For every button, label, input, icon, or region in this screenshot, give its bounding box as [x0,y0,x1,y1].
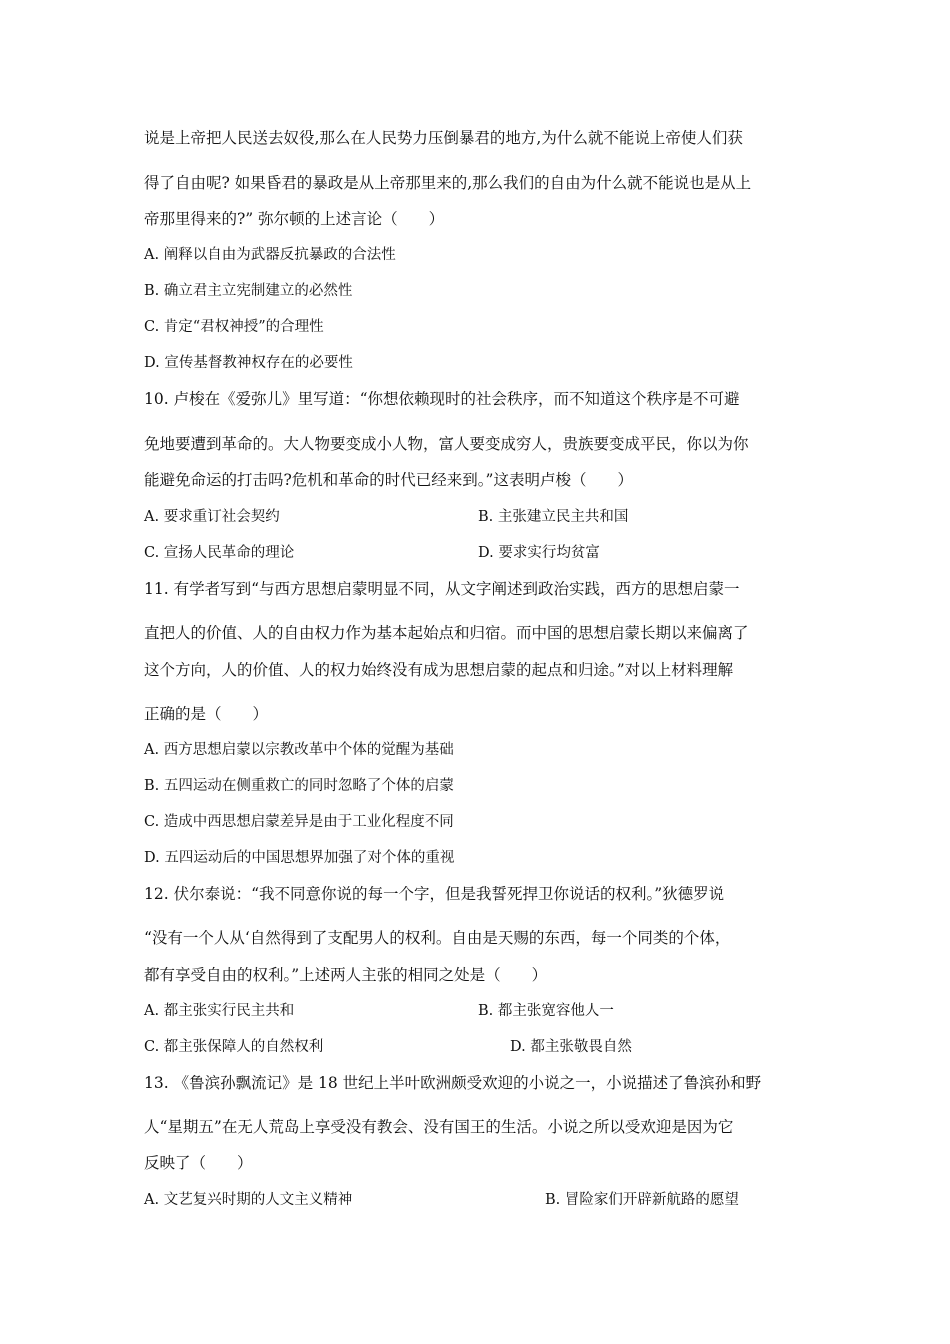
text-line: 这个方向，人的价值、人的权力始终没有成为思想启蒙的起点和归途。”对以上材料理解 [144,661,734,679]
text-line: 都有享受自由的权利。”上述两人主张的相同之处是（ ） [144,966,548,984]
text-line: 能避免命运的打击吗?危机和革命的时代已经来到。”这表明卢梭（ ） [144,471,633,489]
option-a: A. 要求重订社会契约 [144,509,280,525]
text-line: 帝那里得来的?” 弥尔顿的上述言论（ ） [144,210,445,228]
option-d: D. 五四运动后的中国思想界加强了对个体的重视 [144,850,455,866]
question-11: 11. 有学者写到“与西方思想启蒙明显不同，从文字阐述到政治实践，西方的思想启蒙一 [144,580,740,598]
option-c: C. 肯定“君权神授”的合理性 [144,319,324,335]
option-a: A. 文艺复兴时期的人文主义精神 [144,1192,353,1208]
question-13: 13. 《鲁滨孙飘流记》是 18 世纪上半叶欧洲颇受欢迎的小说之一，小说描述了鲁滨孙和野 [144,1074,762,1092]
option-a: A. 都主张实行民主共和 [144,1003,295,1019]
text-line: 直把人的价值、人的自由权力作为基本起始点和归宿。而中国的思想启蒙长期以来偏离了 [144,624,749,642]
text-line: “没有一个人从‘自然得到了支配男人的权利。自由是天赐的东西，每一个同类的个体， [144,929,731,947]
option-a: A. 西方思想启蒙以宗教改革中个体的觉醒为基础 [144,742,454,758]
option-c: C. 宣扬人民革命的理论 [144,545,295,561]
text-line: 人“星期五”在无人荒岛上享受没有教会、没有国王的生活。小说之所以受欢迎是因为它 [144,1118,734,1136]
question-12: 12. 伏尔泰说：“我不同意你说的每一个字，但是我誓死捍卫你说话的权利。”狄德罗说 [144,885,725,903]
option-b: B. 五四运动在侧重救亡的同时忽略了个体的启蒙 [144,778,454,794]
option-a: A. 阐释以自由为武器反抗暴政的合法性 [144,247,396,263]
option-c: C. 造成中西思想启蒙差异是由于工业化程度不同 [144,814,454,830]
option-b: B. 都主张宽容他人一 [478,1003,614,1019]
option-c: C. 都主张保障人的自然权利 [144,1039,324,1055]
option-b: B. 确立君主立宪制建立的必然性 [144,283,353,299]
option-b: B. 冒险家们开辟新航路的愿望 [545,1192,739,1208]
option-d: D. 都主张敬畏自然 [510,1039,632,1055]
text-line: 得了自由呢? 如果昏君的暴政是从上帝那里来的,那么我们的自由为什么就不能说也是从上 [144,174,752,192]
option-d: D. 宣传基督教神权存在的必要性 [144,355,353,371]
text-line: 说是上帝把人民送去奴役,那么在人民势力压倒暴君的地方,为什么就不能说上帝使人们获 [144,129,743,147]
text-line: 正确的是（ ） [144,705,269,723]
option-d: D. 要求实行均贫富 [478,545,600,561]
option-b: B. 主张建立民主共和国 [478,509,629,525]
question-10: 10. 卢梭在《爱弥儿》里写道：“你想依赖现时的社会秩序，而不知道这个秩序是不可避 [144,390,740,408]
text-line: 免地要遭到革命的。大人物要变成小人物，富人要变成穷人，贵族要变成平民，你以为你 [144,435,749,453]
text-line: 反映了（ ） [144,1154,253,1172]
